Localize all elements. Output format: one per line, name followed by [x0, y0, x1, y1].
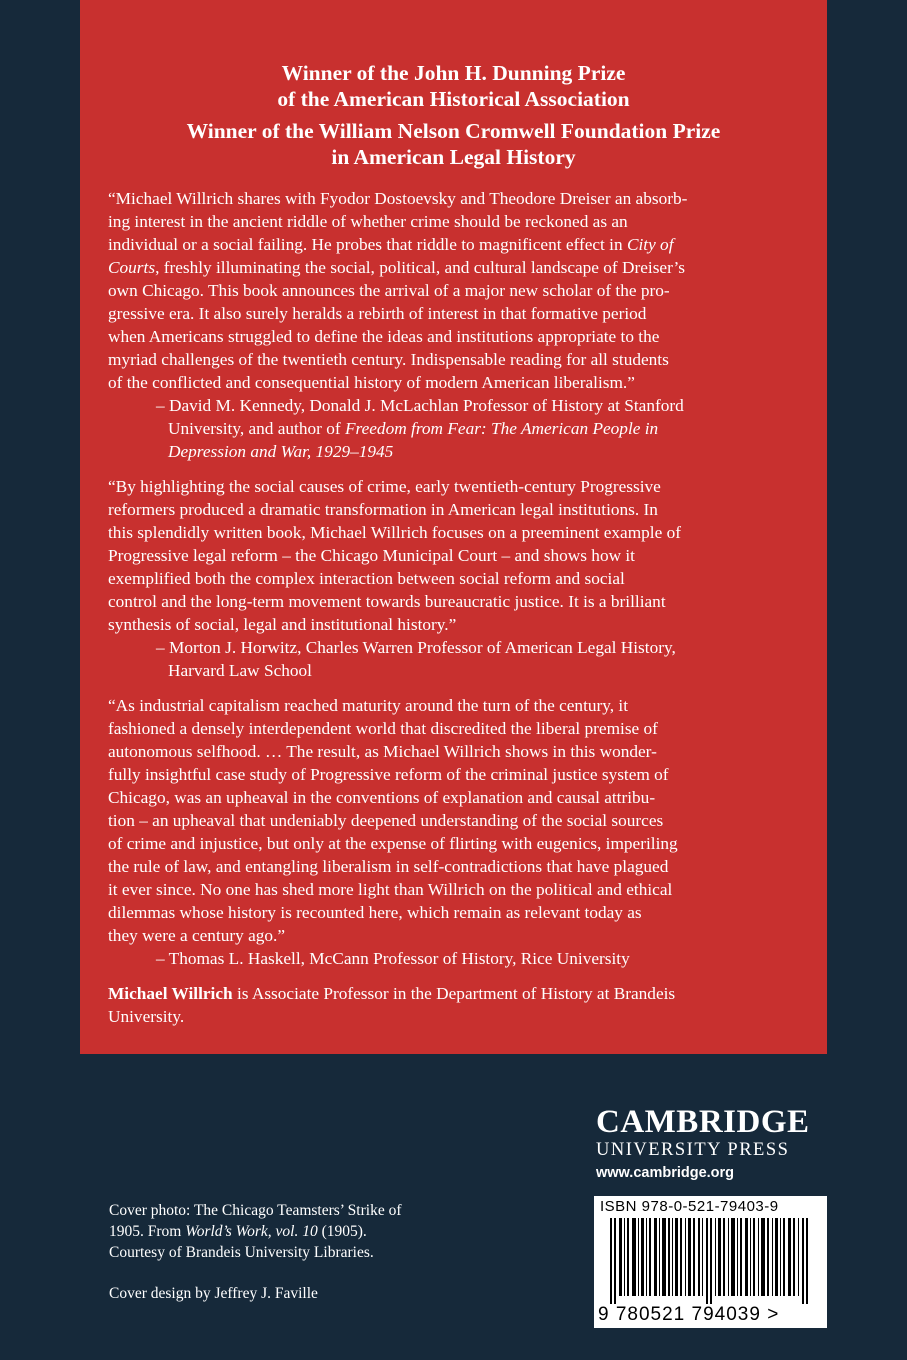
quote-line: Chicago, was an upheaval in the conventions of explanation and causal attribu- — [108, 788, 656, 807]
quote-line: reformers produced a dramatic transformation in American legal institutions. In — [108, 500, 658, 519]
quote-line: fashioned a densely interdependent world that discredited the liberal premise of — [108, 719, 658, 738]
quote-line: this splendidly written book, Michael Willrich focuses on a preeminent example of — [108, 523, 681, 542]
isbn-barcode — [594, 1196, 827, 1328]
prizes — [80, 60, 827, 170]
barcode-bars — [602, 1218, 820, 1304]
quote-line: “By highlighting the social causes of crime, early twentieth-century Progressive — [108, 477, 661, 496]
quote-horwitz — [108, 475, 800, 682]
publisher-url: www.cambridge.org — [596, 1165, 735, 1181]
quote-line: it ever since. No one has shed more light than Willrich on the political and ethical — [108, 880, 673, 899]
quote-line: autonomous selfhood. … The result, as Michael Willrich shows in this wonder- — [108, 742, 657, 761]
isbn-label: ISBN 978-0-521-79403-9 — [600, 1198, 779, 1215]
quote-line: ing interest in the ancient riddle of whether crime should be reckoned as an — [108, 212, 628, 231]
quote-line: dilemmas whose history is recounted here, which remain as relevant today as — [108, 903, 642, 922]
publisher-logo — [596, 1105, 810, 1185]
quote-line: synthesis of social, legal and institutional history.” — [108, 615, 457, 634]
author-bio — [108, 982, 800, 1028]
quote-line: when Americans struggled to define the ideas and institutions appropriate to the — [108, 327, 660, 346]
quote-line: of the conflicted and consequential history of modern American liberalism.” — [108, 373, 635, 392]
bio-text: is Associate Professor in the Department of History at Brandeis — [232, 984, 676, 1003]
quote-line: “Michael Willrich shares with Fyodor Dostoevsky and Theodore Dreiser an absorb- — [108, 189, 688, 208]
quote-haskell — [108, 694, 800, 970]
bio-text: University. — [108, 1007, 185, 1026]
prize-line: Winner of the John H. Dunning Prize — [281, 61, 626, 85]
attribution-line: – Morton J. Horwitz, Charles Warren Professor of American Legal History, — [156, 638, 676, 657]
isbn-digits: 9 780521 794039 > — [598, 1304, 780, 1325]
credit-line: Courtesy of Brandeis University Libraries. — [109, 1244, 374, 1261]
quote-line: gressive era. It also surely heralds a rebirth of interest in that formative period — [108, 304, 647, 323]
attribution-line: – David M. Kennedy, Donald J. McLachlan Professor of History at Stanford — [156, 396, 684, 415]
publisher-name: CAMBRIDGE — [596, 1104, 810, 1140]
quote-line: the rule of law, and entangling liberalism in self-contradictions that have plagued — [108, 857, 669, 876]
attribution-haskell — [108, 947, 800, 970]
quote-line: individual or a social failing. He probes that riddle to magnificent effect in City of — [108, 235, 674, 254]
prize-line: Winner of the William Nelson Cromwell Foundation Prize — [186, 119, 721, 143]
cover-photo-credit — [109, 1200, 489, 1263]
cover-design-credit: Cover design by Jeffrey J. Faville — [109, 1285, 318, 1302]
quote-line: “As industrial capitalism reached maturity around the turn of the century, it — [108, 696, 629, 715]
attribution-horwitz — [108, 636, 800, 682]
quote-line: own Chicago. This book announces the arrival of a major new scholar of the pro- — [108, 281, 670, 300]
quote-line: myriad challenges of the twentieth century. Indispensable reading for all students — [108, 350, 669, 369]
attribution-line: – Thomas L. Haskell, McCann Professor of History, Rice University — [156, 949, 630, 968]
prize-line: in American Legal History — [331, 145, 576, 169]
attribution-line: University, and author of Freedom from Fear: The American People in — [168, 419, 659, 438]
quote-line: control and the long-term movement towards bureaucratic justice. It is a brilliant — [108, 592, 666, 611]
quote-line: Progressive legal reform – the Chicago Municipal Court – and shows how it — [108, 546, 635, 565]
red-panel — [80, 0, 827, 1054]
publisher-press: UNIVERSITY PRESS — [596, 1140, 790, 1160]
credit-line: 1905. From World’s Work, vol. 10 (1905). — [109, 1223, 367, 1240]
quote-line: fully insightful case study of Progressive reform of the criminal justice system of — [108, 765, 669, 784]
quote-kennedy — [108, 187, 800, 463]
quotes — [108, 187, 800, 1028]
attribution-line: Depression and War, 1929–1945 — [168, 442, 394, 461]
quote-line: Courts, freshly illuminating the social, political, and cultural landscape of Dreiser’s — [108, 258, 686, 277]
prize-line: of the American Historical Association — [277, 87, 630, 111]
quote-line: tion – an upheaval that undeniably deepened understanding of the social sources — [108, 811, 664, 830]
attribution-line: Harvard Law School — [168, 661, 312, 680]
quote-line: exemplified both the complex interaction between social reform and social — [108, 569, 625, 588]
author-name: Michael Willrich — [108, 984, 233, 1003]
attribution-kennedy — [108, 394, 800, 463]
credit-line: Cover photo: The Chicago Teamsters’ Strike of — [109, 1202, 402, 1219]
quote-line: they were a century ago.” — [108, 926, 286, 945]
quote-line: of crime and injustice, but only at the expense of flirting with eugenics, imperiling — [108, 834, 678, 853]
